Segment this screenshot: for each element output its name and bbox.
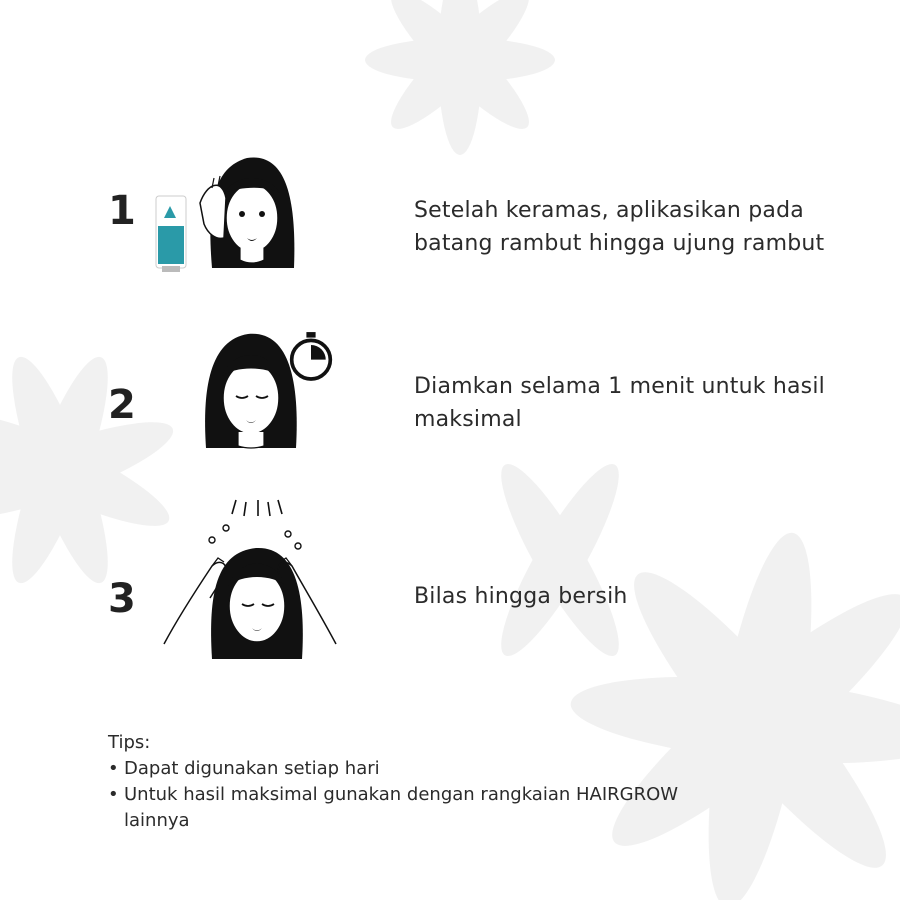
tips-list	[108, 756, 708, 834]
tips-heading: Tips:	[108, 732, 151, 753]
stopwatch-icon	[288, 330, 334, 382]
tips-section	[108, 730, 708, 834]
product-tube	[156, 196, 186, 272]
step-number-1: 1	[108, 188, 136, 234]
tip-item: • Untuk hasil maksimal gunakan dengan rangkaian HAIRGROW lainnya	[108, 782, 708, 834]
step-text-3: Bilas hingga bersih	[414, 584, 628, 609]
tip-item: • Dapat digunakan setiap hari	[108, 756, 708, 782]
step-text-2: Diamkan selama 1 menit untuk hasil maksimal	[414, 374, 825, 432]
step-text-1: Setelah keramas, aplikasikan pada batang rambut hingga ujung rambut	[414, 198, 825, 256]
woman-applying-product-icon	[152, 148, 312, 278]
step-number-2: 2	[108, 382, 136, 428]
step-number-3: 3	[108, 576, 136, 622]
woman-rinsing-icon	[160, 494, 340, 664]
